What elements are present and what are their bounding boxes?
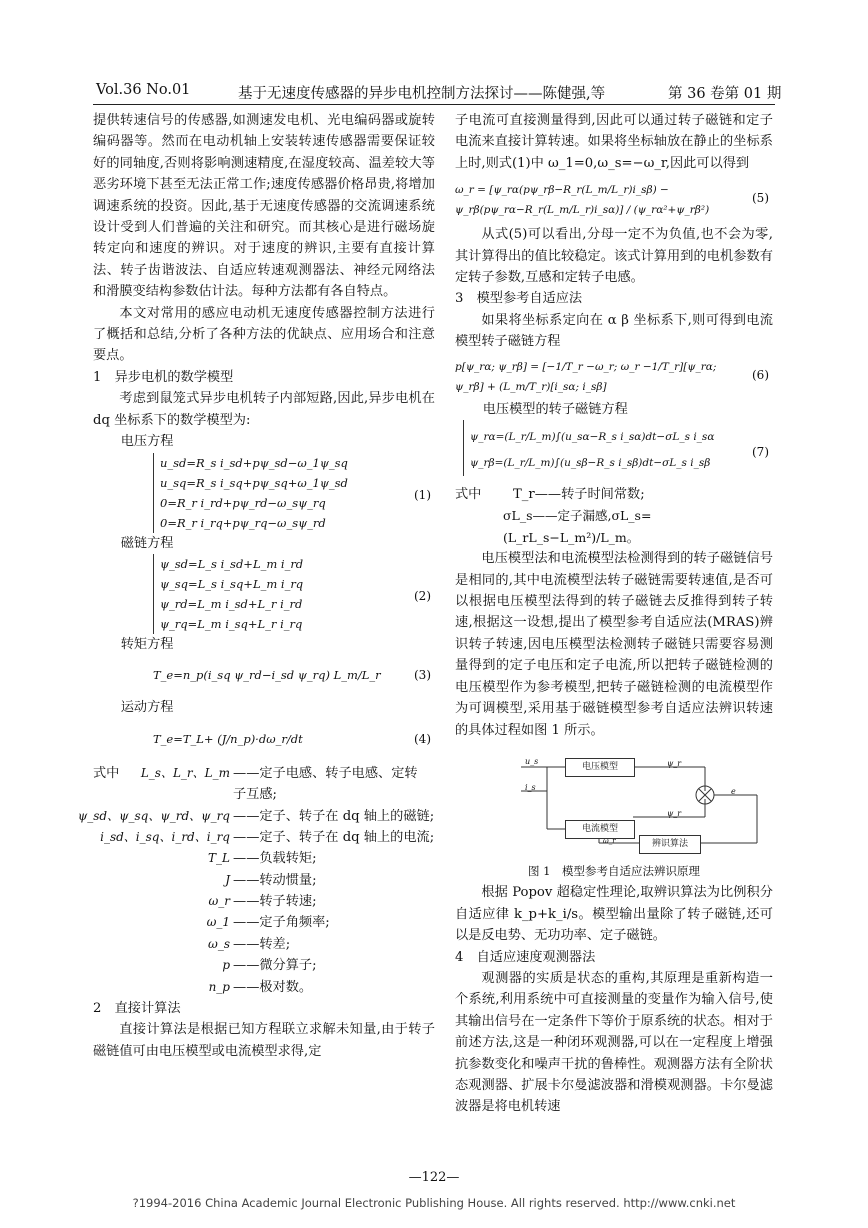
equation-4: [93, 719, 435, 763]
equation-1-line: u_sq=R_s i_sq+pψ_sq+ω_1ψ_sd: [160, 475, 348, 490]
symbol: ω_r: [208, 894, 230, 909]
right-column: [455, 110, 773, 1118]
equation-4-number: (4): [414, 731, 431, 746]
left-paragraph-3: 考虑到鼠笼式异步电机转子内部短路,因此,异步电机在 dq 坐标系下的数学模型为:: [93, 391, 435, 428]
symbol: ψ_sd、ψ_sq、ψ_rd、ψ_rq: [77, 808, 230, 823]
definition: ——转差;: [233, 936, 291, 952]
header-rule: [93, 104, 775, 105]
definition: ——微分算子;: [233, 958, 317, 974]
voltage-equation-label: 电压方程: [120, 434, 174, 450]
equation-7-line: ψ_rα=(L_r/L_m)∫(u_sα−R_s i_sα)dt−σL_s i_sα: [470, 431, 715, 444]
definition-row: [93, 848, 435, 869]
equation-1-line: 0=R_r i_rd+pψ_rd−ω_sψ_rq: [160, 495, 326, 510]
definition: 子互感;: [233, 787, 278, 803]
flux-equation-label: 磁链方程: [120, 535, 174, 551]
page-number: —122—: [408, 1170, 460, 1185]
symbol: J: [225, 872, 230, 887]
equation-2: [93, 554, 435, 634]
equation-2-line: ψ_rd=L_m i_sd+L_r i_rd: [160, 596, 303, 611]
section-2-heading: 2 直接计算法: [93, 1001, 181, 1017]
definition: ——极对数。: [233, 979, 313, 995]
equation-1-number: (1): [414, 487, 431, 502]
right-paragraph-6: 观测器的实质是状态的重构,其原理是重新构造一个系统,利用系统中可直接测量的变量作为输入信号,使其输出信号在一定条件下等价于原系统的状态。相对于前述方法,这是一种闭环观测器,可以在一定程度上增强抗参数变化和噪声干扰的鲁棒性。观测器方法有全阶状态观测器、扩展卡尔曼滤波器和滑模观测器。卡尔曼滤波器是将电机转速: [455, 970, 773, 1115]
definition-row: [93, 955, 435, 976]
figure-1-diagram: [517, 747, 769, 859]
equation-4-body: T_e=T_L+ (J/n_p)·dω_r/dt: [153, 731, 303, 746]
definition-row: [93, 827, 435, 848]
definition: σL_s——定子漏感,σL_s=(L_rL_s−L_m²)/L_m。: [503, 508, 652, 545]
where-label: 式中: [93, 765, 120, 781]
left-column: [77, 110, 435, 1062]
definition-row: [93, 891, 435, 912]
equation-2-line: ψ_sq=L_s i_sq+L_m i_rq: [160, 576, 304, 591]
definition-row: [93, 870, 435, 891]
equation-3-body: T_e=n_p(i_sq ψ_rd−i_sd ψ_rq) L_m/L_r: [153, 668, 381, 683]
equation-7-line: ψ_rβ=(L_r/L_m)∫(u_sβ−R_s i_sβ)dt−σL_s i_sβ: [470, 457, 711, 470]
right-paragraph-5: 根据 Popov 超稳定性理论,取辨识算法为比例积分自适应律 k_p+k_i/s。模型输出量除了转子磁链,还可以是反电势、无功功率、定子磁链。: [455, 885, 773, 944]
definition: T_r——转子时间常数;: [513, 487, 645, 503]
definition-row: [77, 806, 435, 827]
equation-6-number: (6): [752, 367, 769, 382]
current-model-box: 电流模型: [565, 820, 635, 839]
symbol: L_s、L_r、L_m: [140, 765, 230, 780]
definition: ——转子转速;: [233, 894, 317, 910]
equation-1-line: 0=R_r i_rq+pψ_rq−ω_sψ_rd: [160, 515, 326, 530]
error-label: e: [731, 786, 736, 796]
definition-row: [93, 977, 435, 998]
definition: ——定子角频率;: [233, 915, 330, 931]
right-paragraph-1: 子电流可直接测量得到,因此可以通过转子磁链和定子电流来直接计算转速。如果将坐标轴放在静止的坐标系上时,则式(1)中 ω_1=0,ω_s=−ω_r,因此可以得到: [455, 113, 773, 171]
definition: ——负载转矩;: [233, 851, 317, 867]
symbol: n_p: [208, 979, 230, 994]
header-title: 基于无速度传感器的异步电机控制方法探讨——陈健强,等: [238, 86, 606, 102]
equation-7: [455, 420, 773, 484]
section-4-heading: 4 自适应速度观测器法: [455, 949, 596, 965]
equation-7-number: (7): [752, 445, 769, 460]
equation-2-line: ψ_rq=L_m i_sq+L_r i_rq: [160, 616, 303, 631]
symbol: T_L: [208, 851, 230, 866]
psi-reference-label: ψ_r: [667, 758, 682, 768]
input-is-label: i_s: [525, 782, 536, 792]
where-label: 式中: [455, 487, 482, 503]
equation-3: [93, 655, 435, 697]
voltage-model-label: 电压模型的转子磁链方程: [482, 401, 628, 417]
where-row: [93, 763, 435, 784]
definition-row: [93, 934, 435, 955]
definition: ——定子、转子在 dq 轴上的电流;: [233, 829, 435, 845]
motion-equation-label: 运动方程: [120, 700, 174, 716]
symbol: i_sd、i_sq、i_rd、i_rq: [100, 829, 230, 844]
symbol: p: [222, 958, 230, 973]
definition-row: [93, 784, 435, 805]
definition: ——定子、转子在 dq 轴上的磁链;: [233, 808, 435, 824]
right-paragraph-2: 从式(5)可以看出,分母一定不为负值,也不会为零,其计算得出的值比较稳定。该式计算用到的电机参数有定转子参数,互感和定转子电感。: [455, 227, 773, 286]
left-paragraph-4: 直接计算法是根据已知方程联立求解未知量,由于转子磁链值可由电压模型或电流模型求得,定: [93, 1022, 435, 1059]
psi-adjustable-label: ψ_r: [667, 808, 682, 818]
torque-equation-label: 转矩方程: [120, 636, 174, 652]
section-1-heading: 1 异步电机的数学模型: [93, 369, 234, 385]
equation-3-number: (3): [414, 668, 431, 683]
equation-1: [93, 453, 435, 533]
figure-1-caption: 图 1 模型参考自适应法辨识原理: [528, 863, 700, 878]
section-3-heading: 3 模型参考自适应法: [455, 291, 583, 307]
right-paragraph-4: 电压模型法和电流模型法检测得到的转子磁链信号是相同的,其中电流模型法转子磁链需要转速值,是否可以根据电压模型法得到的转子磁链去反推得到转子转速,根据这一设想,提出了模型参考自适应法(MRAS)辨识转子转速,因电压模型法检测转子磁链只需要容易测量得到的定子电压和定子电流,所以把转子磁链检测的电压模型作为参考模型,把转子磁链检测的电流模型作为可调模型,采用基于磁链模型参考自适应法辨识转速的具体过程如图 1 所示。: [455, 551, 773, 738]
right-paragraph-3: 如果将坐标系定向在 α β 坐标系下,则可得到电流模型转子磁链方程: [455, 312, 773, 350]
input-us-label: u_s: [525, 756, 539, 766]
equation-2-number: (2): [414, 588, 431, 603]
definition: ——转动惯量;: [233, 872, 317, 888]
equation-5-body: ω_r = [ψ_rα(pψ_rβ−R_r(L_m/L_r)i_sβ) − ψ_rβ(pψ_rα−R_r(L_m/L_r)i_sα)] / (ψ_rα²+ψ_rβ²): [455, 184, 710, 217]
definition: ——定子电感、转子电感、定转: [233, 765, 418, 781]
header-volume: Vol.36 No.01: [96, 82, 191, 98]
equation-5-number: (5): [752, 191, 769, 206]
equation-6: [455, 353, 773, 399]
left-paragraph-1: 提供转速信号的传感器,如测速发电机、光电编码器或旋转编码器等。然而在电动机轴上安装转速传感器需要保证较好的同轴度,否则将影响测速精度,在湿度较高、温差较大等恶劣环境下甚至无法正常工作;速度传感器价格昂贵,将增加调速系统的投资。因此,基于无速度传感器的交流调速系统设计受到人们普遍的关注和研究。而其核心是进行磁场旋转定向和速度的辨识。对于速度的辨识,主要有直接计算法、转子齿谐波法、自适应转速观测器法、神经元网络法和滑膜变结构参数估计法。每种方法都有各自特点。: [93, 113, 435, 300]
symbol: ω_1: [206, 915, 230, 930]
copyright-footer: ?1994-2016 China Academic Journal Electronic Publishing House. All rights reserved. http://www.cnki.net: [132, 1196, 736, 1210]
equation-5: [455, 174, 773, 224]
equation-6-body: p[ψ_rα; ψ_rβ] = [−1/T_r −ω_r; ω_r −1/T_r][ψ_rα; ψ_rβ] + (L_m/T_r)[i_sα; i_sβ]: [455, 360, 717, 393]
speed-feedback-label: ω_r: [603, 836, 616, 845]
identification-algorithm-box: 辨识算法: [639, 835, 701, 854]
symbol: ω_s: [208, 936, 230, 951]
voltage-model-box: 电压模型: [565, 758, 635, 777]
equation-2-line: ψ_sd=L_s i_sd+L_m i_rd: [160, 556, 304, 571]
definition-row: [93, 912, 435, 933]
equation-1-line: u_sd=R_s i_sd+pψ_sd−ω_1ψ_sq: [160, 455, 348, 470]
left-paragraph-2: 本文对常用的感应电动机无速度传感器控制方法进行了概括和总结,分析了各种方法的优缺点、应用场合和注意要点。: [93, 305, 435, 364]
header-issue: 第 36 卷第 01 期: [668, 86, 782, 102]
where-row: [455, 484, 773, 505]
